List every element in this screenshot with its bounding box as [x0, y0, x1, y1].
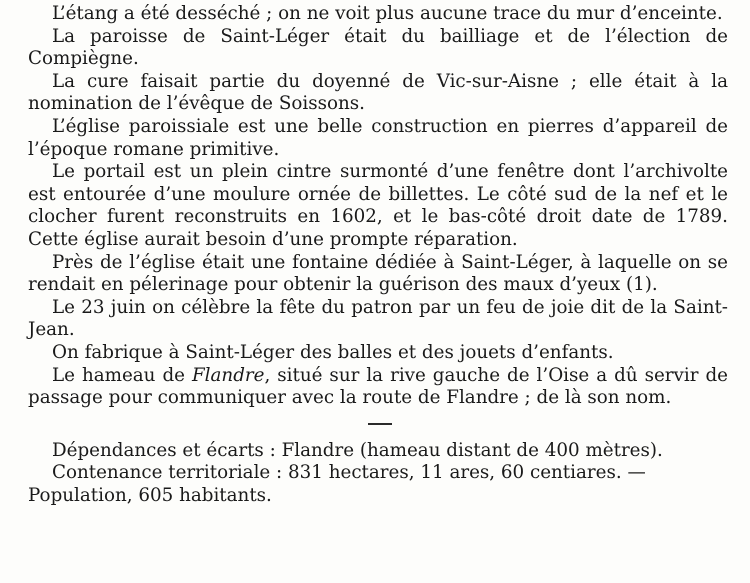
section-separator	[28, 410, 728, 440]
paragraph-paroisse: La paroisse de Saint-Léger était du bailliage et de l’élection de Compiègne.	[28, 25, 728, 70]
paragraph-portail: Le portail est un plein cintre surmonté d’une fenêtre dont l’archivolte est entourée d’une moulure ornée de billettes. Le côté sud de la nef et le clocher furent reconstruits en 1602, et le bas-côté droit date de 1789. Cette église aurait besoin d’une prompte réparation.	[28, 161, 728, 250]
paragraph-fabrique: On fabrique à Saint-Léger des balles et des jouets d’enfants.	[52, 341, 614, 363]
paragraph-fontaine: Près de l’église était une fontaine dédiée à Saint-Léger, à laquelle on se rendait en pélerinage pour obtenir la guérison des maux d’yeux (1).	[28, 251, 728, 296]
hameau-name-italic: Flandre	[191, 364, 265, 386]
paragraph-fete: Le 23 juin on célèbre la fête du patron par un feu de joie dit de la Saint-Jean.	[28, 296, 728, 341]
paragraph-eglise: L’église paroissiale est une belle construction en pierres d’appareil de l’époque romane primitive.	[28, 115, 728, 160]
separator-rule	[368, 423, 392, 425]
document-body	[28, 3, 728, 507]
hameau-text-before: Le hameau de	[52, 364, 192, 386]
paragraph-cure: La cure faisait partie du doyenné de Vic-sur-Aisne ; elle était à la nomination de l’évêque de Soissons.	[28, 70, 728, 115]
paragraph-hameau-flandre	[28, 365, 728, 410]
stat-population: Population, 605 habitants.	[28, 484, 272, 506]
stat-dependances: Dépendances et écarts : Flandre (hameau distant de 400 mètres).	[52, 439, 663, 461]
stat-contenance: Contenance territoriale : 831 hectares, 11 ares, 60 centiares. —	[52, 462, 646, 484]
hameau-text-after: , situé sur la rive gauche de l’Oise a dû servir de passage pour communiquer avec la route de Flandre ; de là son nom.	[28, 364, 728, 409]
paragraph-etang: L’étang a été desséché ; on ne voit plus aucune trace du mur d’enceinte.	[52, 3, 723, 24]
